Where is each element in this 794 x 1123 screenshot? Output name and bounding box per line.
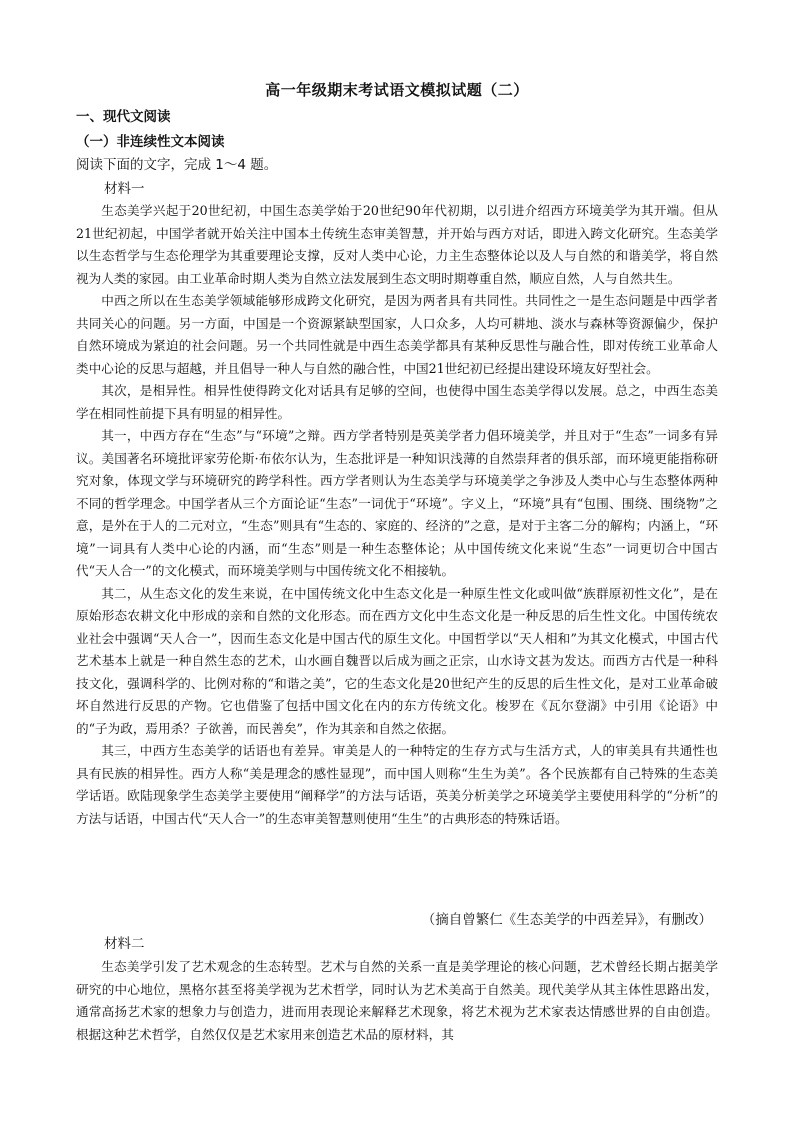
page-title: 高一年级期末考试语文模拟试题（二） — [265, 81, 529, 99]
material-2-label: 材料二 — [104, 936, 145, 952]
section-heading: 一、现代文阅读 — [76, 109, 171, 125]
subsection-heading: （一）非连续性文本阅读 — [76, 134, 225, 150]
material-2-body — [76, 956, 718, 1046]
material-1-label: 材料一 — [104, 181, 145, 197]
paragraph: 生态美学引发了艺术观念的生态转型。艺术与自然的关系一直是美学理论的核心问题，艺术曾经长期占据美学研究的中心地位，黑格尔甚至将美学视为艺术哲学，同时认为艺术美高于自然美。现代美学从其主体性思路出发，通常高扬艺术家的想象力与创造力，进而用表现论来解释艺术现象，将艺术视为艺术家表达情感世界的自由创造。根据这种艺术哲学，自然仅仅是艺术家用来创造艺术品的原材料，其 — [76, 959, 718, 1042]
instruction-text: 阅读下面的文字，完成 1～4 题。 — [76, 157, 278, 173]
paragraph: 其三，中西方生态美学的话语也有差异。审美是人的一种特定的生存方式与生活方式，人的审美具有共通性也具有民族的相异性。西方人称“美是理念的感性显现”，而中国人则称“生生为美”。各个民族都有自己特殊的生态美学话语。欧陆现象学生态美学主要使用“阐释学”的方法与话语，英美分析美学之环境美学主要使用科学的“分析”的方法与话语，中国古代“天人合一”的生态审美智慧则使用“生生”的古典形态的特殊话语。 — [76, 743, 718, 826]
paragraph: 其次，是相异性。相异性使得跨文化对话具有足够的空间，也使得中国生态美学得以发展。总之，中西生态美学在相同性前提下具有明显的相异性。 — [76, 383, 718, 421]
paragraph: 生态美学兴起于20世纪初，中国生态美学始于20世纪90年代初期，以引进介绍西方环境美学为其开端。但从21世纪初起，中国学者就开始关注中国本土传统生态审美智慧，并开始与西方对话，即进入跨文化研究。生态美学以生态哲学与生态伦理学为其重要理论支撑，反对人类中心论，力主生态整体论以及人与自然的和谐美学，将自然视为人类的家园。由工业革命时期人类为自然立法发展到生态文明时期尊重自然，顺应自然，人与自然共生。 — [76, 203, 718, 286]
paragraph: 其二，从生态文化的发生来说，在中国传统文化中生态文化是一种原生性文化或叫做“族群原初性文化”，是在原始形态农耕文化中形成的亲和自然的文化形态。而在西方文化中生态文化是一种反思的后生性文化。中国传统农业社会中强调“天人合一”，因而生态文化是中国古代的原生文化。中国哲学以“天人相和”为其文化模式，中国古代艺术基本上就是一种自然生态的艺术，山水画自魏晋以后成为画之正宗，山水诗文甚为发达。而西方古代是一种科技文化，强调科学的、比例对称的“和谐之美”，它的生态文化是20世纪产生的反思的后生性文化，是对工业革命破坏自然进行反思的产物。它也借鉴了包括中国文化在内的东方传统文化。梭罗在《瓦尔登湖》中引用《论语》中的“子为政，焉用杀？子欲善，而民善矣”，作为其亲和自然之依据。 — [76, 585, 718, 736]
source-citation: （摘自曾繁仁《生态美学的中西差异》，有删改） — [421, 912, 712, 928]
material-1-body — [76, 200, 718, 830]
paragraph: 其一，中西方存在“生态”与“环境”之辩。西方学者特别是英美学者力倡环境美学，并且对于“生态”一词多有异议。美国著名环境批评家劳伦斯·布依尔认为，生态批评是一种知识浅薄的自然崇拜者的俱乐部，而环境更能指称研究对象，体现文学与环境研究的跨学科性。西方学者则认为生态美学与环境美学之争涉及人类中心与生态整体两种不同的哲学理念。中国学者从三个方面论证“生态”一词优于“环境”。字义上，“环境”具有“包围、围绕、围绕物”之意，是外在于人的二元对立，“生态”则具有“生态的、家庭的、经济的”之意，是对于主客二分的解构；内涵上，“环境”一词具有人类中心论的内涵，而“生态”则是一种生态整体论；从中国传统文化来说“生态”一词更切合中国古代“天人合一”的文化模式，而环境美学则与中国传统文化不相接轨。 — [76, 428, 718, 578]
paragraph: 中西之所以在生态美学领域能够形成跨文化研究，是因为两者具有共同性。共同性之一是生态问题是中西学者共同关心的问题。另一方面，中国是一个资源紧缺型国家，人口众多，人均可耕地、淡水与森林等资源偏少，保护自然环境成为紧迫的社会问题。另一个共同性就是中西生态美学都具有某种反思性与融合性，即对传统工业革命人类中心论的反思与超越，并且倡导一种人与自然的融合性，中国21世纪初已经提出建设环境友好型社会。 — [76, 293, 718, 376]
